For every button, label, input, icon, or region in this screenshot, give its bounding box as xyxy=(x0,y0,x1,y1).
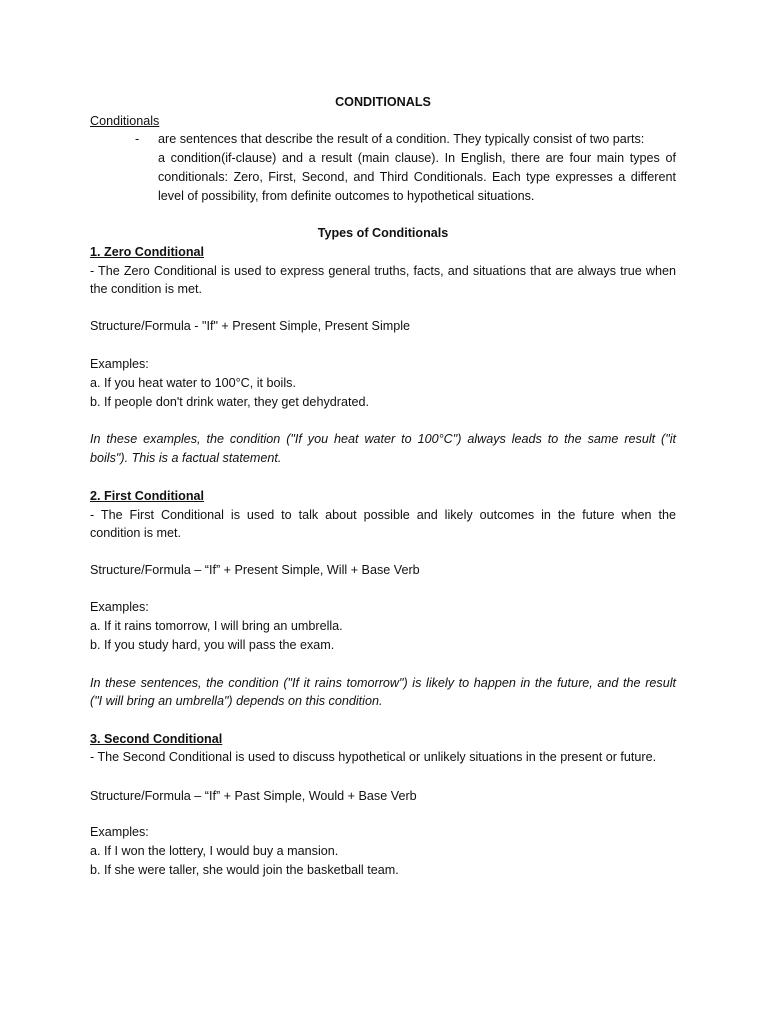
section-note: boils"). This is a factual statement. xyxy=(90,451,282,465)
section-description: - The Zero Conditional is used to express general truths, facts, and situations that are always true when xyxy=(90,264,676,278)
examples-label: Examples: xyxy=(90,825,149,839)
section-description: condition is met. xyxy=(90,526,181,540)
section-description: - The First Conditional is used to talk about possible and likely outcomes in the future when the xyxy=(90,508,676,522)
section-note: In these examples, the condition ("If you heat water to 100°C") always leads to the same result ("it xyxy=(90,432,676,446)
examples-label: Examples: xyxy=(90,600,149,614)
examples-label: Examples: xyxy=(90,357,149,371)
intro-line: level of possibility, from definite outcomes to hypothetical situations. xyxy=(158,189,535,203)
intro-line: are sentences that describe the result of a condition. They typically consist of two parts: xyxy=(158,132,645,146)
intro-line: a condition(if-clause) and a result (main clause). In English, there are four main types of xyxy=(158,151,676,165)
types-heading: Types of Conditionals xyxy=(317,226,449,240)
example-item: b. If you study hard, you will pass the exam. xyxy=(90,638,335,652)
intro-bullet: - xyxy=(135,132,140,146)
example-item: a. If it rains tomorrow, I will bring an umbrella. xyxy=(90,619,343,633)
section-description: the condition is met. xyxy=(90,282,203,296)
section-structure: Structure/Formula – “If” + Present Simple, Will + Base Verb xyxy=(90,563,420,577)
intro-line: conditionals: Zero, First, Second, and Third Conditionals. Each type expresses a different xyxy=(158,170,676,184)
section-note: ("I will bring an umbrella") depends on this condition. xyxy=(90,694,383,708)
section-heading: 3. Second Conditional xyxy=(90,732,223,746)
intro-term: Conditionals xyxy=(90,114,160,128)
section-structure: Structure/Formula – “If” + Past Simple, Would + Base Verb xyxy=(90,789,417,803)
example-item: b. If people don't drink water, they get dehydrated. xyxy=(90,395,369,409)
example-item: a. If you heat water to 100°C, it boils. xyxy=(90,376,296,390)
section-structure: Structure/Formula - "If" + Present Simple, Present Simple xyxy=(90,319,411,333)
section-heading: 2. First Conditional xyxy=(90,489,205,503)
section-description: - The Second Conditional is used to discuss hypothetical or unlikely situations in the present or future. xyxy=(90,750,657,764)
example-item: a. If I won the lottery, I would buy a mansion. xyxy=(90,844,339,858)
document-title: CONDITIONALS xyxy=(335,95,431,109)
example-item: b. If she were taller, she would join the basketball team. xyxy=(90,863,399,877)
section-note: In these sentences, the condition ("If it rains tomorrow") is likely to happen in the future, and the result xyxy=(90,676,676,690)
section-heading: 1. Zero Conditional xyxy=(90,245,205,259)
